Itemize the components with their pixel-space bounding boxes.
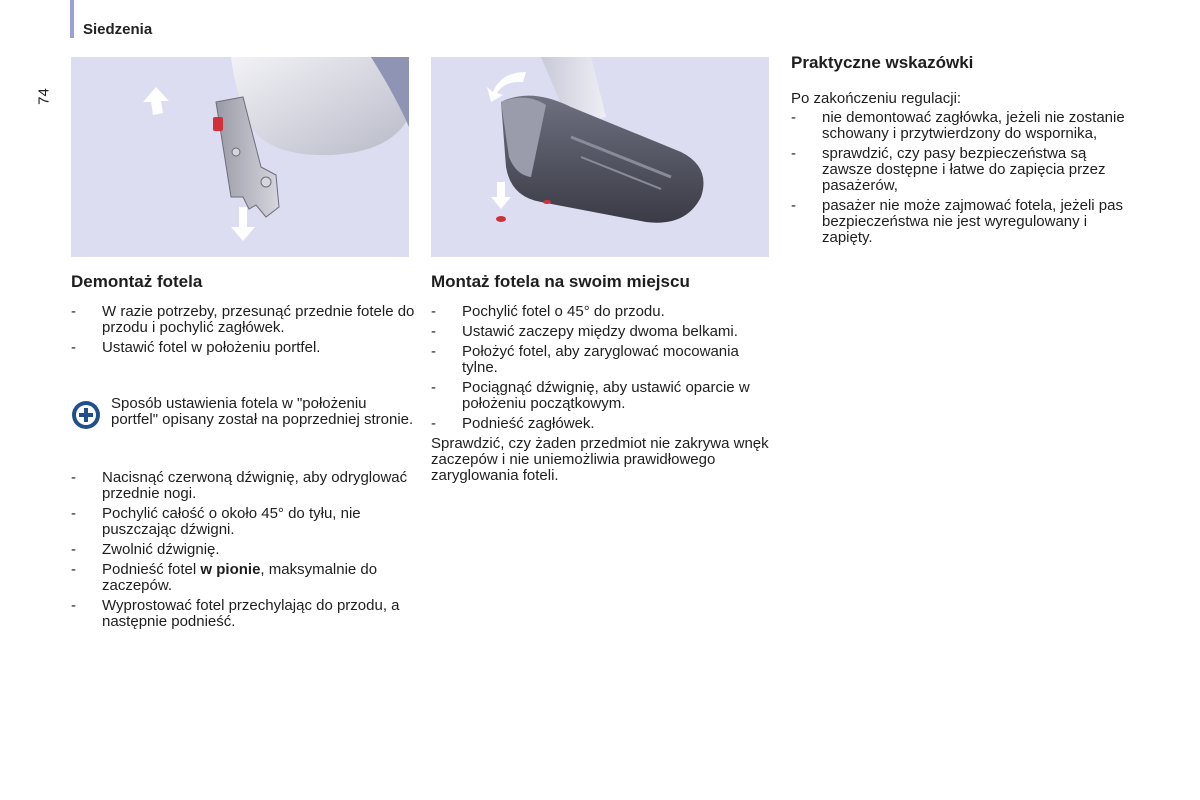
- seat-lever-release-icon: [71, 57, 409, 257]
- list-item: - Położyć fotel, aby zaryglować mocowania tylne.: [431, 344, 776, 376]
- seat-reinstall-icon: [431, 57, 769, 257]
- installation-steps-list: [431, 304, 776, 432]
- closing-paragraph: Sprawdzić, czy żaden przedmiot nie zakrywa wnęk zaczepów i nie uniemożliwia prawidłowego zaryglowania foteli.: [431, 435, 769, 484]
- list-item: - pasażer nie może zajmować fotela, jeżeli pas bezpieczeństwa nie jest wyregulowany i zapięty.: [791, 198, 1136, 246]
- figure-seat-release: [71, 57, 409, 257]
- note-text: Sposób ustawienia fotela w "położeniu portfel" opisany został na poprzedniej stronie.: [111, 395, 414, 428]
- list-item: - Ustawić fotel w położeniu portfel.: [71, 340, 416, 356]
- list-item: - nie demontować zagłówka, jeżeli nie zostanie schowany i przytwierdzony do wspornika,: [791, 110, 1136, 142]
- list-item: - Zwolnić dźwignię.: [71, 542, 416, 558]
- list-item: - W razie potrzeby, przesunąć przednie fotele do przodu i pochylić zagłówek.: [71, 304, 416, 336]
- removal-steps-list-a: [71, 304, 416, 356]
- list-item: - Wyprostować fotel przechylając do przodu, a następnie podnieść.: [71, 598, 416, 630]
- list-item: - Nacisnąć czerwoną dźwignię, aby odryglować przednie nogi.: [71, 470, 416, 502]
- section-title: Siedzenia: [83, 21, 153, 38]
- page-number: 74: [35, 88, 53, 105]
- figure-seat-install: [431, 57, 769, 257]
- list-item: - sprawdzić, czy pasy bezpieczeństwa są zawsze dostępne i łatwe do zapięcia przez pasażerów,: [791, 146, 1136, 194]
- list-item: - Pociągnąć dźwignię, aby ustawić oparcie w położeniu początkowym.: [431, 380, 776, 412]
- list-item: - Podnieść zagłówek.: [431, 416, 776, 432]
- list-item: - Pochylić fotel o 45° do przodu.: [431, 304, 776, 320]
- heading-practical-tips: Praktyczne wskazówki: [791, 53, 974, 72]
- plus-info-icon: [71, 400, 101, 430]
- item-text: , maksymalnie do zaczepów.: [102, 561, 378, 594]
- header-accent-bar: [70, 0, 74, 38]
- removal-steps-list-b: [71, 470, 416, 630]
- tips-list: [791, 110, 1136, 246]
- heading-seat-installation: Montaż fotela na swoim miejscu: [431, 272, 690, 291]
- item-text: Podnieść fotel: [102, 561, 201, 578]
- item-bold-text: w pionie: [200, 561, 261, 578]
- list-item: [71, 562, 416, 594]
- info-note: [71, 396, 416, 444]
- column-seat-removal: [71, 274, 416, 634]
- column-seat-installation: [431, 274, 776, 484]
- list-item: - Ustawić zaczepy między dwoma belkami.: [431, 324, 776, 340]
- heading-seat-removal: Demontaż fotela: [71, 272, 203, 291]
- list-item: - Pochylić całość o około 45° do tyłu, nie puszczając dźwigni.: [71, 506, 416, 538]
- column-practical-tips: [791, 55, 1136, 250]
- tips-intro: Po zakończeniu regulacji:: [791, 90, 962, 107]
